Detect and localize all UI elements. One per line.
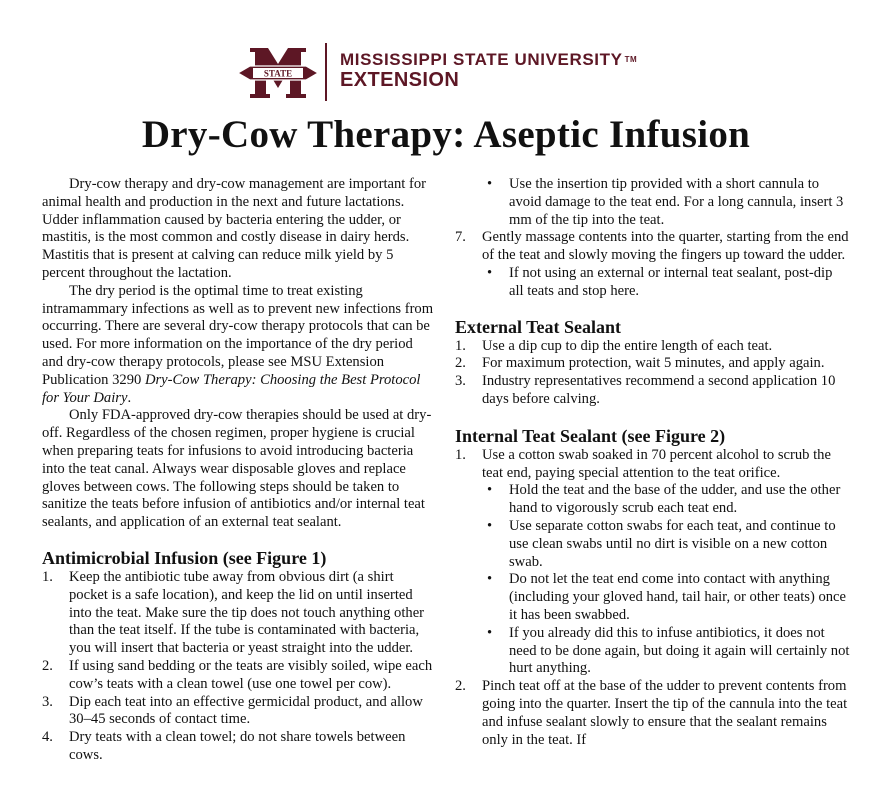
list-item: [455, 373, 850, 409]
list-item: [42, 658, 434, 694]
step-number: 1.: [455, 337, 466, 354]
list-item: [482, 518, 850, 571]
bullet-text: If you already did this to infuse antibiotics, it does not need to be done again, but doing it again will certainly not hurt anything.: [509, 624, 850, 677]
logo-seal-text: STATE: [263, 68, 293, 79]
list-item: [455, 678, 850, 749]
internal-steps: [455, 447, 850, 750]
list-item: [42, 729, 434, 765]
antimicrobial-heading: Antimicrobial Infusion (see Figure 1): [42, 547, 327, 568]
trademark: TM: [624, 55, 638, 64]
intro-paragraph-3: Only FDA-approved dry-cow therapies should be used at dry-off. Regardless of the chosen regimen, proper hygiene is crucial when preparing teats for infusions to avoid introducing bacteria into the teat canal. Always wear disposable gloves and replace gloves between cows. The following steps should be taken to sanitize the teats before infusion of antibiotics and/or internal teat sealants, and application of an external teat sealant.: [42, 407, 432, 531]
external-sealant-heading: External Teat Sealant: [455, 316, 622, 337]
step-text: Dip each teat into an effective germicidal product, and allow 30–45 seconds of contact time.: [69, 693, 423, 728]
list-item: [42, 694, 434, 730]
step-number: 2.: [42, 657, 53, 674]
bullet-icon: •: [487, 517, 493, 534]
list-item: [455, 229, 850, 300]
step-text: Pinch teat off at the base of the udder to prevent contents from going into the quarter. Insert the tip of the cannula into the teat and infuse sealant slowly to ensure that the sealant remains only in the teat. If: [482, 678, 848, 748]
intro-paragraph-1: Dry-cow therapy and dry-cow management are important for animal health and production in the next and future lactations. Udder inflammation caused by bacteria entering the udder, or mastitis, is the most common and costly disease in dairy herds. Mastitis that is present at calving can reduce milk yield by 5 percent throughout the lactation.: [42, 176, 426, 281]
bullet-text: Use separate cotton swabs for each teat, and continue to use clean swabs until no dirt is visible on a new cotton swab.: [509, 517, 836, 570]
org-name: MISSISSIPPI STATE UNIVERSITY: [340, 50, 623, 69]
list-item: [455, 447, 850, 678]
insertion-bullets: [455, 176, 850, 229]
step-text: If using sand bedding or the teats are visibly soiled, wipe each cow’s teats with a clean towel (use one towel per cow).: [69, 657, 433, 692]
step-text: For maximum protection, wait 5 minutes, and apply again.: [482, 355, 825, 372]
internal-sealant-heading: Internal Teat Sealant (see Figure 2): [455, 425, 726, 446]
step-number: 2.: [455, 355, 466, 372]
list-item: [455, 355, 850, 373]
publication-title: Dry-Cow Therapy: Choosing the Best Protocol for Your Dairy: [42, 371, 421, 406]
list-item: [482, 482, 850, 518]
step-text: Dry teats with a clean towel; do not share towels between cows.: [69, 729, 406, 763]
page-title: Dry-Cow Therapy: Aseptic Infusion: [141, 113, 751, 156]
intro-paragraph-2: [42, 283, 434, 408]
bullet-icon: •: [487, 571, 493, 588]
step-number: 3.: [42, 693, 53, 710]
bullet-text: Use the insertion tip provided with a short cannula to avoid damage to the teat end. For a long cannula, insert 3 mm of the tip into the teat.: [509, 176, 844, 228]
org-unit: EXTENSION: [340, 69, 460, 91]
internal-step1-bullets: [482, 482, 850, 678]
left-column: [42, 176, 434, 765]
bullet-text: If not using an external or internal teat sealant, post-dip all teats and stop here.: [509, 264, 833, 299]
list-item: [42, 569, 434, 658]
bullet-text: Do not let the teat end come into contact with anything (including your gloved hand, tail hair, or other teats) once it has been swabbed.: [509, 571, 846, 623]
bullet-icon: •: [487, 264, 493, 281]
external-steps: [455, 338, 850, 409]
step-number: 1.: [42, 568, 53, 585]
right-column: [455, 176, 850, 749]
step7-bullets: [482, 265, 850, 301]
step-number: 7.: [455, 229, 466, 246]
step-text: Gently massage contents into the quarter, starting from the end of the teat and slowly moving the fingers up toward the udder.: [482, 229, 849, 264]
header: [0, 40, 892, 102]
step-text: Industry representatives recommend a second application 10 days before calving.: [482, 373, 836, 407]
step-number: 2.: [455, 678, 466, 695]
bullet-icon: •: [487, 482, 493, 499]
logo-wordmark: [340, 50, 637, 90]
list-item: [455, 176, 850, 229]
list-item: [482, 625, 850, 678]
bullet-icon: •: [487, 624, 493, 641]
step-number: 3.: [455, 373, 466, 390]
intro-p2-end: .: [127, 389, 132, 406]
step-text: Use a dip cup to dip the entire length of each teat.: [482, 337, 773, 354]
bullet-icon: •: [487, 176, 493, 192]
msu-logo-icon: [238, 48, 318, 98]
logo-divider: [325, 43, 327, 101]
intro-p2-text: The dry period is the optimal time to treat existing intramammary infections as well as to prevent new infections from occurring. There are several dry-cow therapy protocols that can be used. For more information on the importance of the dry period and dry-cow therapy protocols, please see MSU Extension Publication 3290: [42, 282, 434, 388]
list-item: [482, 265, 850, 301]
list-item: [482, 571, 850, 624]
bullet-text: Hold the teat and the base of the udder, and use the other hand to vigorously scrub each teat end.: [509, 482, 841, 517]
step-number: 4.: [42, 729, 53, 746]
infusion-step-7: [455, 229, 850, 300]
step-number: 1.: [455, 446, 466, 463]
step-text: Keep the antibiotic tube away from obvious dirt (a shirt pocket is a safe location), and keep the lid on until inserted into the teat. Make sure the tip does not touch anything other than the teat itself. If the tube is contaminated with bacteria, you will insert that bacteria or yeast straight into the udder.: [69, 568, 425, 657]
step-text: Use a cotton swab soaked in 70 percent alcohol to scrub the teat end, paying special attention to the teat orifice.: [482, 446, 831, 481]
antimicrobial-steps: [42, 569, 434, 765]
list-item: [455, 338, 850, 356]
